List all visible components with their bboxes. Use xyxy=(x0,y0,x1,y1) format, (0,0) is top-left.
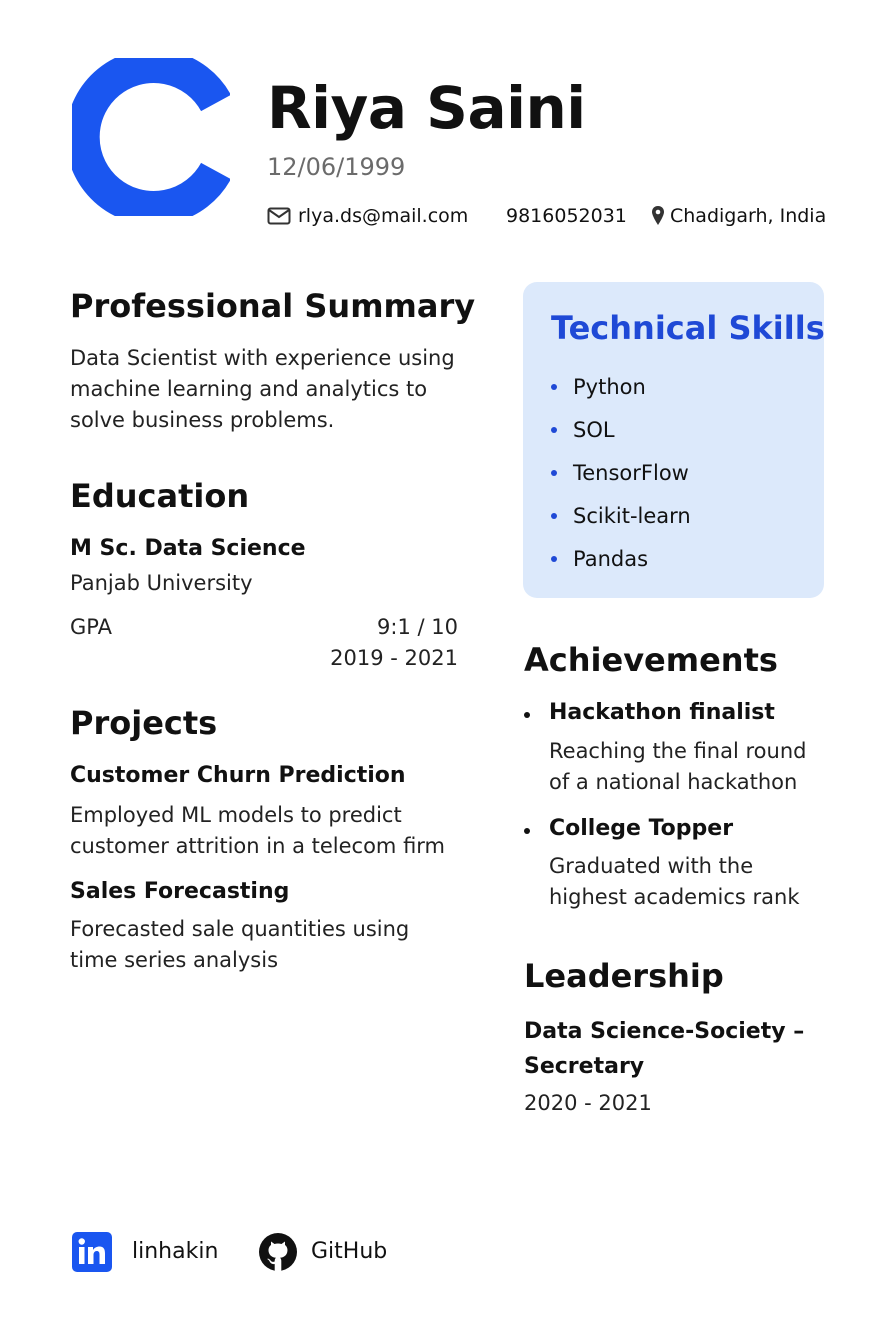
leadership-role-line: Secretary xyxy=(524,1054,645,1079)
phone-text: 9816052031 xyxy=(506,205,627,227)
summary-line: Data Scientist with experience using xyxy=(70,346,455,370)
skill-label: Pandas xyxy=(573,547,649,571)
achievement-line: highest academics rank xyxy=(549,885,800,909)
linkedin-icon xyxy=(72,1232,112,1272)
location-text: Chadigarh, India xyxy=(670,205,827,227)
skill-item xyxy=(551,372,646,402)
project-line: Forecasted sale quantities using xyxy=(70,917,410,941)
bullet-icon xyxy=(551,470,557,476)
achievement-line: Reaching the final round xyxy=(549,739,807,763)
leadership-years: 2020 - 2021 xyxy=(524,1091,652,1115)
skill-item xyxy=(551,501,691,531)
linkedin-link[interactable] xyxy=(72,1232,218,1272)
school-name: Panjab University xyxy=(70,571,253,595)
project-title: Customer Churn Prediction xyxy=(70,763,406,788)
achievement-title: College Topper xyxy=(549,816,734,841)
bullet-icon xyxy=(524,712,530,718)
map-pin-icon xyxy=(651,205,665,227)
leadership-role xyxy=(524,1014,804,1084)
project-title: Sales Forecasting xyxy=(70,879,290,904)
project-description xyxy=(70,800,445,862)
bullet-icon xyxy=(551,513,557,519)
skill-label: TensorFlow xyxy=(573,461,689,485)
project-line: customer attrition in a telecom firm xyxy=(70,834,446,858)
degree-title: M Sc. Data Science xyxy=(70,536,306,561)
projects-heading: Projects xyxy=(70,704,218,742)
skill-label: SOL xyxy=(573,418,615,442)
achievement-description xyxy=(549,851,800,913)
skills-heading: Technical Skills xyxy=(551,309,825,347)
summary-line: solve business problems. xyxy=(70,408,335,432)
phone-contact xyxy=(506,202,627,230)
candidate-name: Riya Saini xyxy=(267,74,586,142)
skill-label: Python xyxy=(573,375,646,399)
bullet-icon xyxy=(551,384,557,390)
brand-logo-icon xyxy=(72,58,230,216)
mail-icon xyxy=(267,207,291,225)
project-line: time series analysis xyxy=(70,948,279,972)
skill-item xyxy=(551,415,615,445)
gpa-value: 9:1 / 10 xyxy=(377,615,458,639)
bullet-icon xyxy=(551,427,557,433)
achievement-line: Graduated with the xyxy=(549,854,754,878)
project-line: Employed ML models to predict xyxy=(70,803,402,827)
skill-item xyxy=(551,458,689,488)
education-years: 2019 - 2021 xyxy=(330,646,458,670)
achievement-title: Hackathon finalist xyxy=(549,700,775,725)
github-link[interactable] xyxy=(258,1232,387,1272)
skill-label: Scikit-learn xyxy=(573,504,691,528)
location-contact xyxy=(651,202,826,230)
skill-item xyxy=(551,544,648,574)
gpa-label: GPA xyxy=(70,615,112,639)
education-heading: Education xyxy=(70,477,250,515)
summary-line: machine learning and analytics to xyxy=(70,377,428,401)
linkedin-label: linhakin xyxy=(132,1239,219,1264)
bullet-icon xyxy=(524,828,530,834)
date-of-birth: 12/06/1999 xyxy=(267,153,406,181)
email-contact[interactable] xyxy=(267,202,468,230)
email-text: rlya.ds@mail.com xyxy=(298,205,469,227)
summary-heading: Professional Summary xyxy=(70,287,476,325)
summary-text xyxy=(70,343,455,436)
leadership-heading: Leadership xyxy=(524,957,724,995)
project-description xyxy=(70,914,409,976)
leadership-role-line: Data Science-Society – xyxy=(524,1019,805,1044)
github-icon xyxy=(258,1232,298,1272)
achievement-line: of a national hackathon xyxy=(549,770,798,794)
github-label: GitHub xyxy=(311,1239,388,1264)
achievement-description xyxy=(549,736,806,798)
achievements-heading: Achievements xyxy=(524,641,778,679)
bullet-icon xyxy=(551,556,557,562)
